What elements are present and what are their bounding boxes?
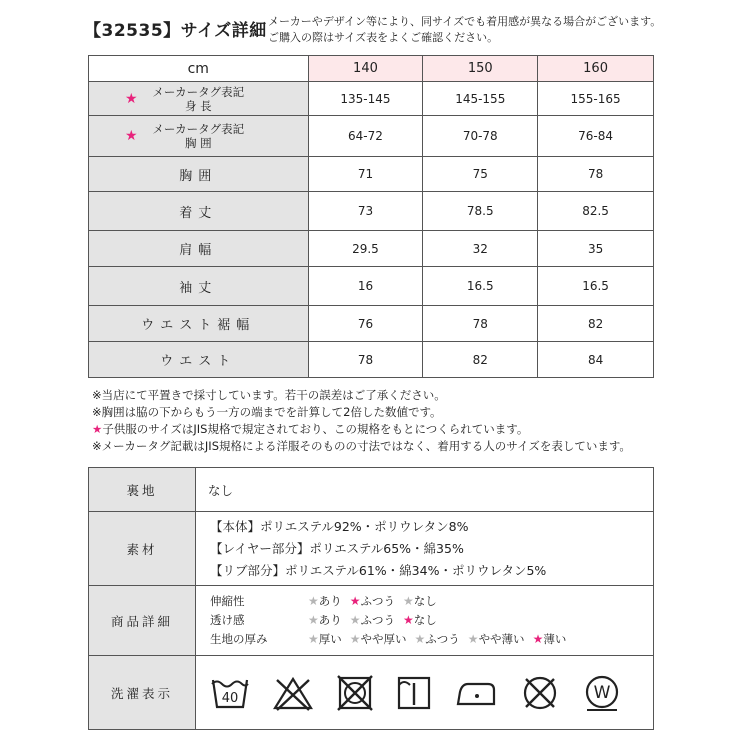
table-cell: 16.5 [423, 267, 538, 306]
table-cell: 78 [308, 342, 423, 378]
row-label [89, 342, 309, 378]
detail-option [350, 592, 395, 611]
detail-option [415, 630, 460, 649]
detail-option [403, 592, 437, 611]
material-line: 【レイヤー部分】ポリエステル65%・綿35% [210, 540, 464, 556]
care-icons [196, 656, 654, 730]
option-text: ふつう [360, 613, 396, 627]
option-text: あり [318, 594, 342, 608]
table-cell: 78 [423, 306, 538, 342]
table-row [89, 157, 654, 192]
star-icon: ★ [349, 632, 361, 646]
table-cell: 29.5 [308, 231, 423, 267]
note-item [92, 421, 631, 438]
measure-label: 着丈 [179, 205, 218, 221]
measure-label: ウエスト [160, 354, 237, 369]
star-icon: ★ [403, 594, 414, 608]
lining-label: 裏地 [89, 468, 196, 512]
star-icon: ★ [403, 613, 414, 627]
care-label: 洗濯表示 [89, 656, 196, 730]
table-cell: 82 [538, 306, 654, 342]
detail-option [533, 630, 567, 649]
detail-name: 透け感 [210, 613, 245, 627]
table-cell: 35 [538, 231, 654, 267]
table-cell: 32 [423, 231, 538, 267]
note-mark: ※ [92, 388, 102, 402]
measure-label: 袖丈 [179, 280, 218, 296]
unit-header: cm [89, 56, 309, 82]
no-tumble-dry-icon [336, 674, 374, 712]
detail-option [308, 592, 342, 611]
row-label [89, 231, 309, 267]
star-icon: ★ [349, 613, 361, 627]
notes-list [92, 387, 631, 455]
star-icon: ★ [125, 90, 138, 107]
note-mark: ※ [92, 405, 102, 419]
row-label [89, 306, 309, 342]
note-text: 当店にて平置きで採寸しています。若干の誤差はご了承ください。 [101, 388, 446, 402]
table-cell: 64-72 [308, 116, 423, 157]
note-item [92, 438, 631, 455]
no-dry-clean-icon [520, 673, 560, 713]
detail-option [350, 611, 395, 630]
wet-clean-icon [582, 673, 622, 713]
table-row [89, 306, 654, 342]
detail-name: 生地の厚み [210, 632, 268, 646]
table-cell: 78 [538, 157, 654, 192]
option-text: ふつう [425, 632, 460, 646]
detail-value [196, 586, 654, 656]
table-cell: 145-155 [423, 82, 538, 116]
page-title: 【32535】サイズ詳細 [84, 21, 267, 41]
care-row [89, 656, 654, 730]
option-text: なし [413, 594, 437, 608]
material-line: 【リブ部分】ポリエステル61%・綿34%・ポリウレタン5% [210, 562, 547, 578]
row-label [89, 192, 309, 231]
maker-tag-label: メーカータグ表記 [152, 84, 245, 99]
wash-temp: 40 [221, 690, 239, 706]
no-bleach-icon [272, 675, 314, 711]
table-cell: 155-165 [538, 82, 654, 116]
wet-clean-letter: W [593, 682, 611, 703]
option-text: ふつう [360, 594, 396, 608]
table-row [89, 342, 654, 378]
material-row [89, 512, 654, 586]
star-icon: ★ [349, 594, 361, 608]
detail-option [308, 611, 342, 630]
row-label [89, 157, 309, 192]
material-label: 素材 [89, 512, 196, 586]
option-text: なし [413, 613, 437, 627]
table-cell: 71 [308, 157, 423, 192]
row-label-chest-tag [89, 116, 309, 157]
size-header-140: 140 [308, 56, 423, 82]
note-item [92, 387, 631, 404]
measure-label: 身 長 [184, 98, 212, 113]
lining-row [89, 468, 654, 512]
table-row [89, 192, 654, 231]
notice-line-1: メーカーやデザイン等により、同サイズでも着用感が異なる場合がございます。 [268, 15, 662, 28]
feel-grid [210, 592, 653, 649]
size-header-160: 160 [538, 56, 654, 82]
star-icon: ★ [414, 632, 426, 646]
detail-option [308, 630, 342, 649]
note-mark: ※ [92, 439, 102, 453]
table-cell: 73 [308, 192, 423, 231]
table-cell: 16.5 [538, 267, 654, 306]
table-row [89, 82, 654, 116]
row-label [89, 267, 309, 306]
size-header-150: 150 [423, 56, 538, 82]
detail-options [308, 611, 653, 630]
table-row [89, 116, 654, 157]
star-icon: ★ [467, 632, 479, 646]
table-cell: 16 [308, 267, 423, 306]
measure-label: 胸囲 [179, 168, 218, 184]
size-header-row [89, 56, 654, 82]
star-icon: ★ [308, 613, 319, 627]
material-line: 【本体】ポリエステル92%・ポリウレタン8% [210, 518, 469, 534]
measure-label: 胸 囲 [184, 136, 212, 150]
detail-option [350, 630, 407, 649]
size-table [88, 55, 654, 378]
option-text: やや厚い [360, 632, 407, 646]
option-text: 薄い [543, 632, 567, 646]
detail-label: 商品詳細 [89, 586, 196, 656]
table-cell: 84 [538, 342, 654, 378]
detail-options [308, 592, 653, 611]
wash-40-icon [210, 675, 250, 711]
table-cell: 78.5 [423, 192, 538, 231]
star-icon: ★ [308, 594, 319, 608]
star-icon: ★ [92, 422, 103, 436]
table-cell: 70-78 [423, 116, 538, 157]
detail-option [468, 630, 525, 649]
low-iron-icon [454, 676, 498, 710]
table-cell: 76 [308, 306, 423, 342]
table-row [89, 267, 654, 306]
maker-tag-label: メーカータグ表記 [152, 122, 245, 136]
lining-value: なし [196, 468, 654, 512]
material-value [196, 512, 654, 586]
note-text: 子供服のサイズはJIS規格で規定されており、この規格をもとにつくられています。 [102, 422, 529, 436]
table-cell: 75 [423, 157, 538, 192]
note-item [92, 404, 631, 421]
size-notice [268, 14, 661, 46]
notice-line-2: ご購入の際はサイズ表をよくご確認ください。 [268, 31, 499, 44]
table-cell: 82.5 [538, 192, 654, 231]
table-cell: 135-145 [308, 82, 423, 116]
product-info-table [88, 467, 654, 730]
option-text: やや薄い [478, 632, 525, 646]
note-text: メーカータグ記載はJIS規格による洋服そのものの寸法ではなく、着用する人のサイズを表しています。 [101, 439, 631, 453]
table-cell: 82 [423, 342, 538, 378]
measure-label: ウエスト裾幅 [141, 318, 256, 333]
measure-label: 肩幅 [179, 243, 218, 258]
table-cell: 76-84 [538, 116, 654, 157]
note-text: 胸囲は脇の下からもう一方の端までを計算して2倍した数値です。 [101, 405, 442, 419]
row-label-height [89, 82, 309, 116]
detail-row [89, 586, 654, 656]
detail-options [308, 630, 653, 649]
detail-option [403, 611, 437, 630]
star-icon: ★ [308, 632, 319, 646]
star-icon: ★ [532, 632, 544, 646]
star-icon: ★ [125, 128, 138, 144]
detail-name: 伸縮性 [210, 594, 245, 608]
line-dry-icon [396, 675, 432, 711]
table-row [89, 231, 654, 267]
option-text: あり [318, 613, 342, 627]
option-text: 厚い [318, 632, 342, 646]
